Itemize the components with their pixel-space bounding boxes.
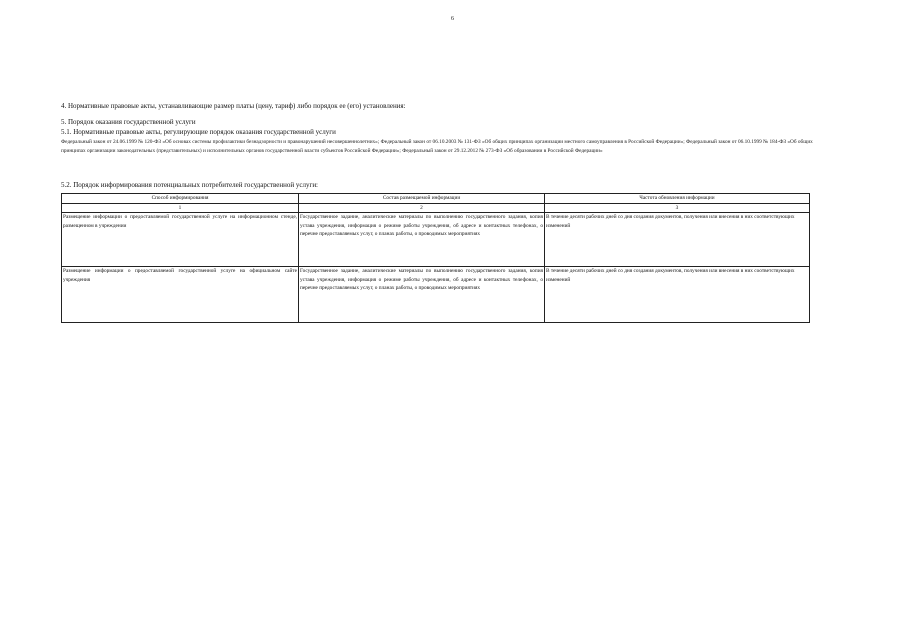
table-header-row [62,194,810,204]
header-content: Состав размещаемой информации [299,194,545,204]
method-cell: Размещение информации о предоставляемой государственной услуге на официальном сайте учреждения [62,267,299,323]
column-number-3: 3 [545,203,810,213]
section-4-heading: 4. Нормативные правовые акты, устанавливающие размер платы (цену, тариф) либо порядок ее (его) установления: [61,102,406,110]
section-5-heading: 5. Порядок оказания государственной услуги [61,118,196,126]
header-frequency: Частота обновления информации [545,194,810,204]
column-number-2: 2 [299,203,545,213]
regulatory-acts-text: Федеральный закон от 24.06.1999 № 120-ФЗ «Об основах системы профилактики безнадзорности и правонарушений несовершеннолетних»; Федеральный закон от 06.10.2003 № 131-ФЗ «Об общих принципах организации местного самоуправления в Российской Федерации»; Федеральный закон от 06.10.1999 № 184-ФЗ «Об общих принципах организации законодательных (представительных) и исполнительных органов государственной власти субъектов Российской Федерации»; Федеральный закон от 29.12.2012 № 273-ФЗ «Об образовании в Российской Федерации» [61,139,813,154]
section-5-1-heading: 5.1. Нормативные правовые акты, регулирующие порядок оказания государственной услуги [61,128,336,136]
table-number-row [62,203,810,213]
column-number-1: 1 [62,203,299,213]
header-method: Способ информирования [62,194,299,204]
method-cell: Размещение информации о предоставляемой государственной услуге на информационном стенде, размещенном в учреждении [62,213,299,267]
page-number: 6 [451,16,454,22]
content-cell: Государственное задание, аналитические материалы по выполнению государственного задания, копия устава учреждения, информация о режиме работы учреждения, об адресе и контактных телефонах, о перечне предоставляемых услуг, о планах работы, о проводимых мероприятиях [299,213,545,267]
table-row [62,213,810,267]
table-row [62,267,810,323]
frequency-cell: В течение десяти рабочих дней со дня создания документов, получения или внесения в них соответствующих изменений [545,267,810,323]
information-table [61,193,810,323]
frequency-cell: В течение десяти рабочих дней со дня создания документов, получения или внесения в них соответствующих изменений [545,213,810,267]
content-cell: Государственное задание, аналитические материалы по выполнению государственного задания, копия устава учреждения, информация о режиме работы учреждения, об адресе и контактных телефонах, о перечне предоставляемых услуг, о планах работы, о проводимых мероприятиях [299,267,545,323]
section-5-2-heading: 5.2. Порядок информирования потенциальных потребителей государственной услуги: [61,181,319,189]
